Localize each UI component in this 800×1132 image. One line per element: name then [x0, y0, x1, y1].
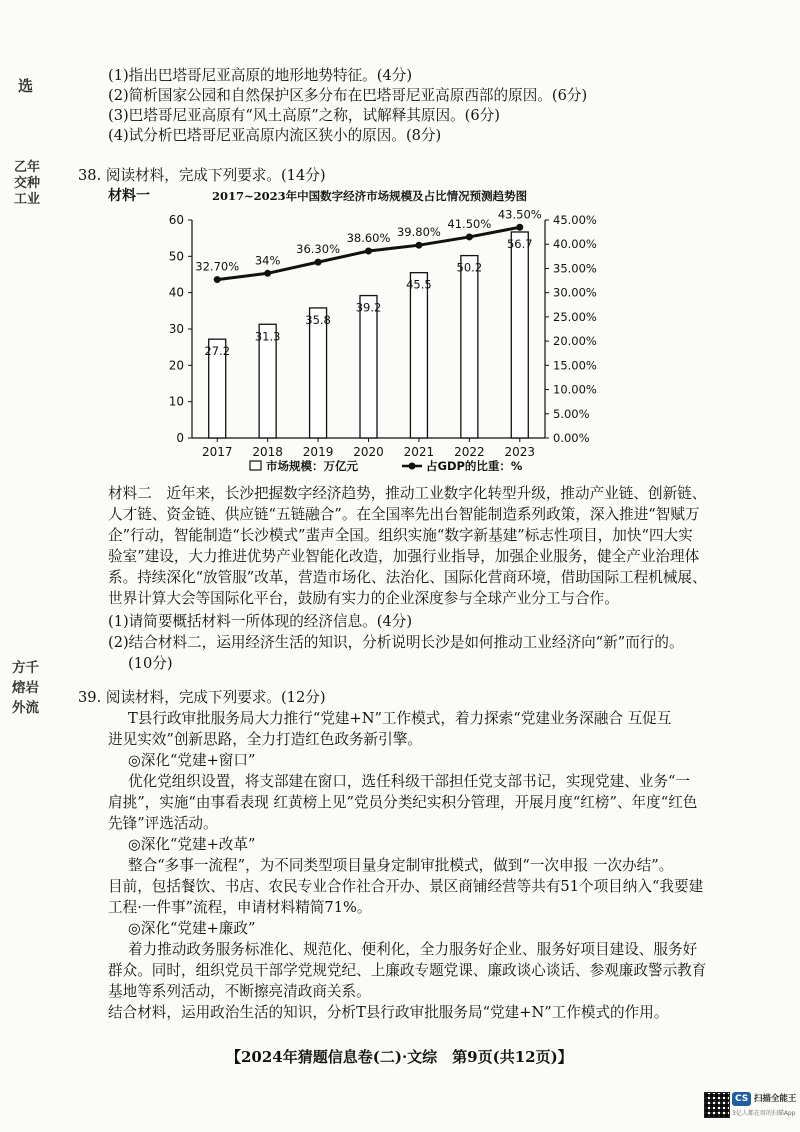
legend-line-label: 占GDP的比重：%	[426, 459, 523, 473]
gdp-share-label: 43.50%	[497, 207, 542, 222]
margin-note-line: 方千	[12, 660, 39, 676]
gdp-share-label: 34%	[254, 253, 281, 268]
right-tick-label: 30.00%	[553, 285, 597, 300]
scanner-tagline: 3亿人都在用的扫描App	[732, 1110, 796, 1117]
right-tick-label: 45.00%	[553, 213, 597, 227]
material2-line: 系。持续深化“放管服”改革，营造市场化、法治化、国际化营商环境，借助国际工程机械展、	[108, 569, 707, 586]
margin-note-line: 熔岩	[12, 680, 39, 696]
bar-value-label: 50.2	[456, 260, 483, 275]
bar-2022	[461, 256, 478, 438]
page-footer: 【2024年猜题信息卷(二)·文综 第9页(共12页)】	[226, 1048, 573, 1066]
q39-line: 肩挑”，实施“由事看表现 红黄榜上见”党员分类纪实积分管理，开展月度“红榜”、年度“红色	[108, 794, 698, 811]
q38-question-1: (1)请简要概括材料一所体现的经济信息。(4分)	[108, 613, 413, 630]
q39-line: 优化党组织设置，将支部建在窗口，选任科级干部担任党支部书记，实现党建、业务“一	[128, 773, 691, 790]
q39-line: 工程·一件事”流程，申请材料精简71%。	[108, 899, 372, 916]
right-tick-label: 25.00%	[553, 309, 597, 324]
x-tick-label: 2023	[504, 445, 536, 459]
gdp-share-label: 38.60%	[346, 231, 391, 246]
q39-line: 进见实效”创新思路，全力打造红色政务新引擎。	[108, 731, 422, 748]
qr-code-icon	[704, 1092, 730, 1118]
q39-line: 群众。同时，组织党员干部学党规党纪、上廉政专题党课、廉政谈心谈话、参观廉政警示教育	[108, 962, 707, 979]
q39-line: 先锋”评选活动。	[108, 815, 218, 832]
q37-item: (2)简析国家公园和自然保护区多分布在巴塔哥尼亚高原西部的原因。(6分)	[108, 87, 588, 104]
bar-value-label: 56.7	[506, 236, 533, 251]
right-tick-label: 5.00%	[553, 406, 590, 421]
gdp-share-label: 41.50%	[447, 216, 492, 231]
q39-line: ◎深化“党建+廉政”	[128, 920, 256, 937]
gdp-share-point-2023	[516, 224, 523, 231]
left-tick-label: 10	[168, 394, 184, 409]
material2-line: 人才链、资金链、供应链“五链融合”。在全国率先出台智能制造系列政策，深入推进“智赋万	[108, 506, 700, 523]
legend-line-marker	[409, 463, 416, 470]
material2-line: 材料二 近年来，长沙把握数字经济趋势，推动工业数字化转型升级，推动产业链、创新链、	[108, 485, 707, 502]
bar-2020	[360, 296, 377, 438]
right-tick-label: 0.00%	[553, 431, 590, 445]
left-tick-label: 20	[168, 358, 184, 373]
q39-question: 结合材料，运用政治生活的知识，分析T县行政审批服务局“党建+N”工作模式的作用。	[108, 1004, 669, 1021]
left-tick-label: 30	[168, 322, 184, 336]
chart-svg	[150, 206, 620, 486]
right-tick-label: 20.00%	[553, 334, 597, 349]
material2-line: 企”行动，智能制造“长沙模式”蜚声全国。组织实施“数字新基建”标志性项目，加快“四大实	[108, 527, 693, 544]
q38-question-2: (2)结合材料二，运用经济生活的知识，分析说明长沙是如何推动工业经济向“新”而行的。	[108, 634, 684, 651]
q37-item: (3)巴塔哥尼亚高原有“风土高原”之称，试解释其原因。(6分)	[108, 107, 500, 124]
bar-2019	[310, 308, 327, 438]
left-tick-label: 40	[168, 285, 184, 300]
right-tick-label: 15.00%	[553, 358, 597, 373]
gdp-share-label: 39.80%	[396, 225, 441, 240]
right-tick-label: 35.00%	[553, 261, 597, 276]
bar-2023	[511, 232, 528, 438]
gdp-share-label: 32.70%	[195, 259, 240, 274]
q39-line: 整合“多事一流程”，为不同类型项目量身定制审批模式，做到“一次申报 一次办结”。	[128, 857, 674, 874]
margin-note-line: 工业	[14, 192, 41, 207]
cs-logo: CS	[732, 1092, 751, 1106]
material2-line: 验室”建设，大力推进优势产业智能化改造，加强行业指导，加强企业服务，健全产业治理体	[108, 548, 700, 565]
legend-bar-swatch	[250, 461, 261, 470]
gdp-share-point-2018	[264, 270, 271, 277]
material1-label: 材料一	[108, 188, 150, 204]
x-tick-label: 2018	[252, 445, 283, 459]
q39-line: 基地等系列活动，不断擦亮清政商关系。	[108, 983, 371, 1000]
gdp-share-point-2017	[214, 276, 221, 283]
right-tick-label: 10.00%	[553, 382, 597, 397]
gdp-share-point-2019	[315, 259, 322, 266]
gdp-share-point-2020	[365, 248, 372, 255]
bar-value-label: 31.3	[254, 329, 281, 344]
gdp-share-point-2022	[466, 233, 473, 240]
margin-note-line: 交种	[14, 176, 41, 191]
chart	[150, 206, 620, 486]
q37-item: (1)指出巴塔哥尼亚高原的地形地势特征。(4分)	[108, 67, 413, 84]
bar-2021	[410, 273, 427, 438]
legend-bar-label: 市场规模：万亿元	[266, 459, 358, 473]
q39-line: 着力推动政务服务标准化、规范化、便利化，全力服务好企业、服务好项目建设、服务好	[128, 941, 698, 958]
x-tick-label: 2022	[454, 445, 485, 459]
left-tick-label: 50	[168, 249, 184, 264]
q39-heading: 39. 阅读材料，完成下列要求。(12分)	[78, 689, 326, 706]
right-tick-label: 40.00%	[553, 237, 597, 252]
bar-value-label: 39.2	[355, 300, 382, 315]
bar-value-label: 45.5	[406, 277, 432, 292]
x-tick-label: 2021	[403, 445, 435, 459]
margin-note-left-mid	[14, 160, 40, 208]
bar-value-label: 27.2	[204, 344, 231, 359]
material2-line: 世界计算大会等国际化平台，鼓励有实力的企业深度参与全球产业分工与合作。	[108, 590, 619, 607]
x-tick-label: 2019	[302, 445, 334, 459]
left-tick-label: 0	[176, 431, 184, 445]
scanner-badge	[732, 1092, 796, 1117]
gdp-share-point-2021	[415, 242, 422, 249]
q38-heading: 38. 阅读材料，完成下列要求。(14分)	[78, 167, 326, 184]
q39-line: ◎深化“党建+窗口”	[128, 752, 256, 769]
margin-note-left-lower	[12, 658, 39, 718]
q37-item: (4)试分析巴塔哥尼亚高原内流区狭小的原因。(8分)	[108, 127, 442, 144]
scanner-name: 扫描全能王	[753, 1094, 797, 1104]
bar-value-label: 35.8	[305, 312, 331, 327]
margin-note-line: 外流	[12, 700, 39, 716]
x-tick-label: 2017	[201, 445, 233, 459]
margin-note-line: 乙年	[14, 160, 41, 175]
q39-line: 目前，包括餐饮、书店、农民专业合作社合开办、景区商铺经营等共有51个项目纳入“我要建	[108, 878, 704, 895]
margin-note-top: 选	[18, 77, 34, 95]
q38-question-2-score: (10分)	[128, 655, 173, 672]
chart-title: 2017~2023年中国数字经济市场规模及占比情况预测趋势图	[212, 189, 528, 203]
q39-line: ◎深化“党建+改革”	[128, 836, 256, 853]
x-tick-label: 2020	[353, 445, 384, 459]
gdp-share-label: 36.30%	[296, 242, 341, 257]
left-tick-label: 60	[168, 213, 184, 227]
q39-line: T县行政审批服务局大力推行“党建+N”工作模式，着力探索“党建业务深融合 互促互	[128, 710, 672, 727]
